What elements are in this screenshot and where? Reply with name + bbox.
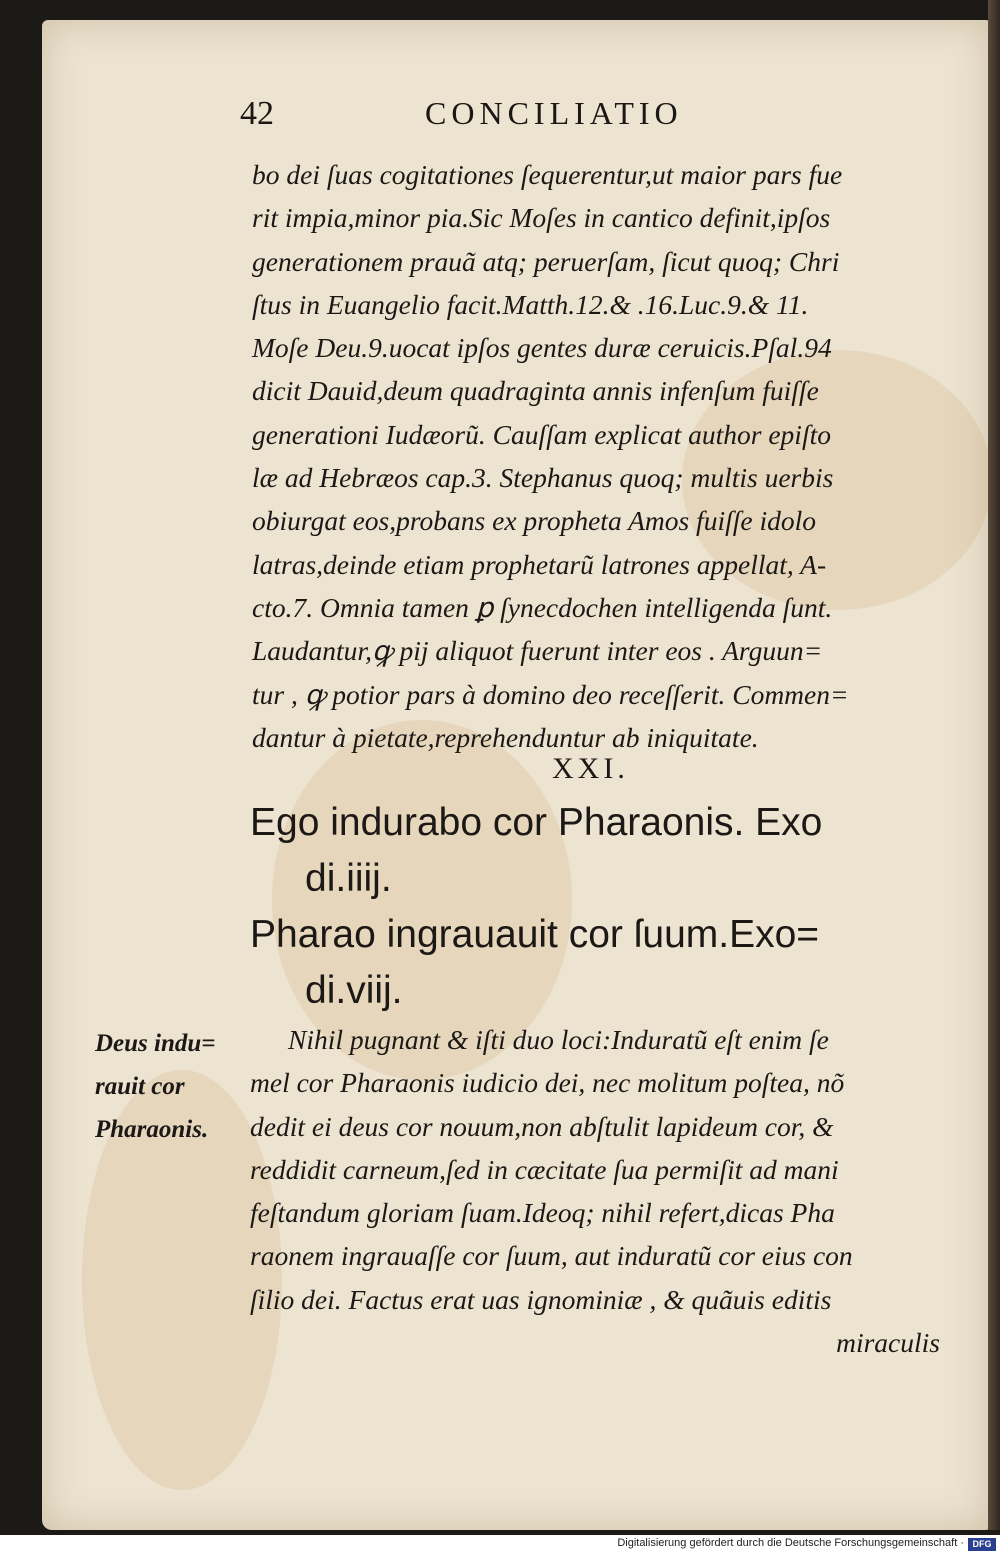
book-spine-edge [988, 0, 1000, 1530]
text-line: ſilio dei. Factus erat uas ignominiæ , & quãuis editis [250, 1283, 832, 1315]
text-line: tur , ꝙ potior pars à domino deo receſſerit. Commen= [252, 678, 849, 710]
commentary-paragraph [250, 1018, 940, 1364]
text-line: dicit Dauid,deum quadraginta annis infenſum fuiſſe [252, 375, 819, 407]
text-line: generationi Iudæorũ. Cauſſam explicat author epiſto [252, 418, 831, 450]
body-paragraph [252, 153, 942, 759]
section-number: XXI. [552, 752, 629, 785]
text-line: dedit ei deus cor nouum,non abſtulit lapideum cor, & [250, 1110, 834, 1142]
running-title: CONCILIATIO [425, 95, 683, 131]
footer-bar [0, 1535, 1000, 1555]
text-line: ſtus in Euangelio facit.Matth.12.& .16.Luc.9.& 11. [252, 288, 809, 320]
margin-note-line: rauit cor [95, 1073, 185, 1100]
text-line: reddidit carneum,ſed in cæcitate ſua permiſit ad mani [250, 1153, 839, 1185]
catchword: miraculis [836, 1327, 940, 1359]
heading-line: di.iiij. [305, 857, 392, 900]
scripture-heading [250, 795, 950, 1019]
text-line: feſtandum gloriam ſuam.Ideoq; nihil refert,dicas Pha [250, 1197, 835, 1229]
text-line: raonem ingrauaſſe cor ſuum, aut induratũ cor eius con [250, 1240, 853, 1272]
text-line: cto.7. Omnia tamen ꝑ ſynecdochen intelligenda ſunt. [252, 591, 833, 623]
text-line: dantur à pietate,reprehenduntur ab iniquitate. [252, 721, 759, 753]
margin-note-line: Pharaonis. [95, 1116, 209, 1143]
text-line: Laudantur,ꝙ pij aliquot fuerunt inter eos . Arguun= [252, 635, 823, 667]
funding-credit: Digitalisierung gefördert durch die Deutsche Forschungsgemeinschaft · [617, 1537, 964, 1549]
text-line: obiurgat eos,probans ex propheta Amos fuiſſe idolo [252, 505, 816, 537]
text-line: generationem prauã atq; peruerſam, ſicut quoq; Chri [252, 245, 840, 277]
page-header [240, 95, 940, 140]
text-line: læ ad Hebræos cap.3. Stephanus quoq; multis uerbis [252, 462, 834, 494]
text-line: latras,deinde etiam prophetarũ latrones appellat, A- [252, 548, 827, 580]
page-number: 42 [240, 95, 274, 132]
heading-line: di.viij. [305, 969, 403, 1012]
heading-line: Ego indurabo cor Pharaonis. Exo [250, 801, 823, 844]
heading-line: Pharao ingrauauit cor ſuum.Exo= [250, 913, 820, 956]
text-line: rit impia,minor pia.Sic Moſes in cantico definit,ipſos [252, 202, 831, 234]
dfg-logo-icon: DFG [968, 1538, 996, 1551]
text-line: Moſe Deu.9.uocat ipſos gentes duræ ceruicis.Pſal.94 [252, 332, 832, 364]
text-line: mel cor Pharaonis iudicio dei, nec molitum poſtea, nõ [250, 1067, 845, 1099]
text-line: bo dei ſuas cogitationes ſequerentur,ut maior pars fue [252, 159, 843, 190]
margin-note-line: Deus indu= [95, 1030, 216, 1057]
text-line: Nihil pugnant & iſti duo loci:Induratũ eſt enim ſe [288, 1024, 829, 1055]
margin-note [95, 1022, 245, 1151]
